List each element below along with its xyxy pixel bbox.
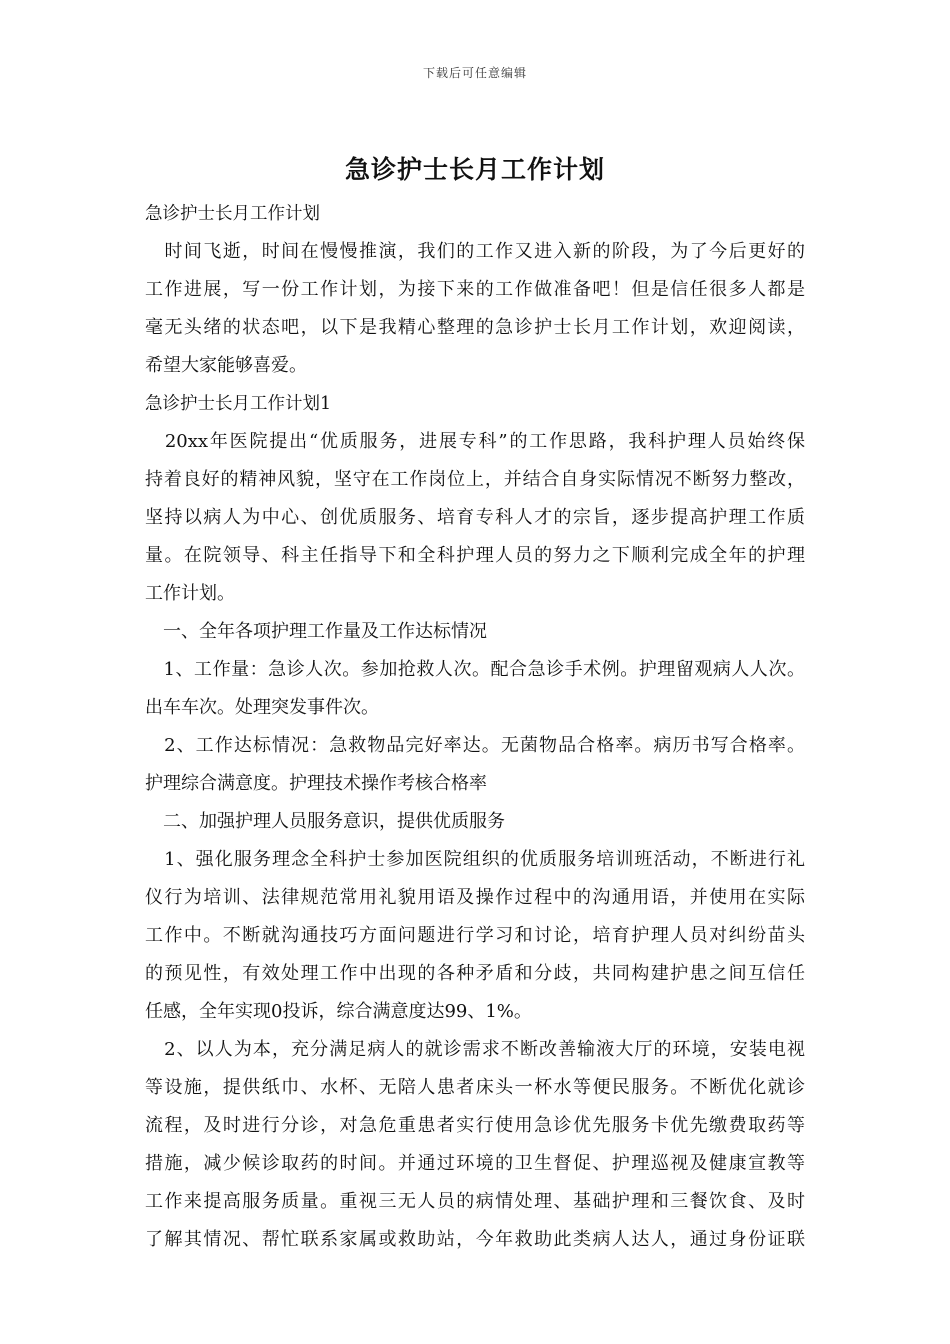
text-line: 的预见性，有效处理工作中出现的各种矛盾和分歧，共同构建护患之间互信任 [145, 963, 805, 984]
text-line: 量。在院领导、科主任指导下和全科护理人员的努力之下顺利完成全年的护理 [145, 545, 805, 566]
text-line: 1、工作量：急诊人次。参加抢救人次。配合急诊手术例。护理留观病人人次。 [145, 659, 805, 680]
text-line: 坚持以病人为中心、创优质服务、培育专科人才的宗旨，逐步提高护理工作质 [145, 507, 805, 528]
section-heading: 急诊护士长月工作计划1 [145, 394, 332, 414]
text-line: 流程，及时进行分诊，对急危重患者实行使用急诊优先服务卡优先缴费取药等 [145, 1115, 805, 1136]
text-line: 等设施，提供纸巾、水杯、无陪人患者床头一杯水等便民服务。不断优化就诊 [145, 1077, 805, 1098]
text-line: 任感，全年实现0投诉，综合满意度达99、1%。 [145, 1001, 532, 1022]
text-line: 持着良好的精神风貌，坚守在工作岗位上，并结合自身实际情况不断努力整改， [145, 469, 805, 490]
text-line: 工作进展，写一份工作计划，为接下来的工作做准备吧！但是信任很多人都是 [145, 279, 805, 300]
text-line: 时间飞逝，时间在慢慢推演，我们的工作又进入新的阶段，为了今后更好的 [145, 241, 805, 262]
text-line: 仪行为培训、法律规范常用礼貌用语及操作过程中的沟通用语，并使用在实际 [145, 887, 805, 908]
text-line: 20xx年医院提出“优质服务，进展专科”的工作思路，我科护理人员始终保 [145, 431, 805, 452]
text-line: 措施，减少候诊取药的时间。并通过环境的卫生督促、护理巡视及健康宣教等 [145, 1153, 805, 1174]
text-line: 2、以人为本，充分满足病人的就诊需求不断改善输液大厅的环境，安装电视 [145, 1039, 805, 1060]
text-line: 工作计划。 [145, 583, 235, 604]
text-line: 2、工作达标情况：急救物品完好率达。无菌物品合格率。病历书写合格率。 [145, 735, 805, 756]
text-line: 工作中。不断就沟通技巧方面问题进行学习和讨论，培育护理人员对纠纷苗头 [145, 925, 805, 946]
text-line: 了解其情况、帮忙联系家属或救助站，今年救助此类病人达人，通过身份证联 [145, 1229, 805, 1250]
text-line: 护理综合满意度。护理技术操作考核合格率 [145, 773, 487, 794]
section-heading: 急诊护士长月工作计划 [145, 204, 320, 224]
text-line: 二、加强护理人员服务意识，提供优质服务 [145, 811, 505, 832]
document-body [145, 195, 805, 1259]
text-line: 一、全年各项护理工作量及工作达标情况 [145, 621, 487, 642]
text-line: 毫无头绪的状态吧，以下是我精心整理的急诊护士长月工作计划，欢迎阅读， [145, 317, 805, 338]
header-note: 下载后可任意编辑 [422, 66, 527, 80]
document-title: 急诊护士长月工作计划 [344, 155, 605, 184]
text-line: 工作来提高服务质量。重视三无人员的病情处理、基础护理和三餐饮食、及时 [145, 1191, 805, 1212]
text-line: 出车车次。处理突发事件次。 [145, 697, 379, 718]
text-line: 希望大家能够喜爱。 [145, 355, 307, 376]
text-line: 1、强化服务理念全科护士参加医院组织的优质服务培训班活动，不断进行礼 [145, 849, 805, 870]
